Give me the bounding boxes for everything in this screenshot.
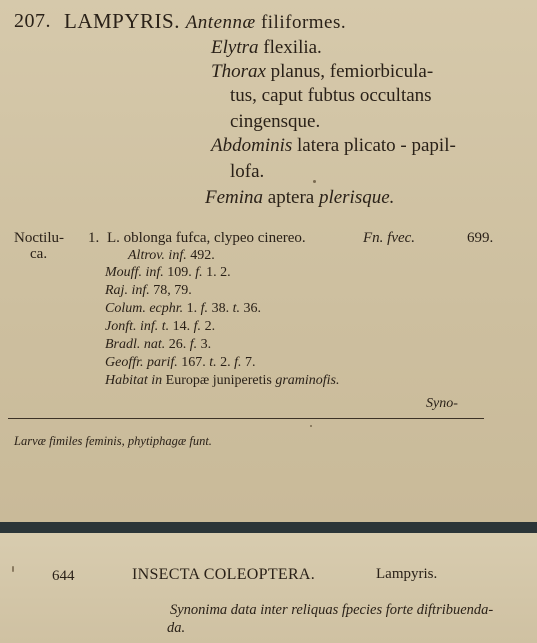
species-diagnosis: L. oblonga fufca, clypeo cinereo.	[107, 230, 306, 246]
character-label: Antennæ	[185, 12, 256, 33]
character-thorax	[211, 60, 433, 84]
character-label: Thorax	[211, 61, 266, 82]
character-abdomen-end	[230, 160, 264, 184]
paper-speck	[12, 566, 14, 572]
reference-author: Jonft. inf. t.	[105, 319, 170, 334]
reference-locus: 36.	[239, 301, 261, 316]
reference-abbrev: t.	[209, 355, 217, 370]
reference-line	[105, 355, 256, 371]
page-number: 644	[52, 568, 75, 584]
reference-abbrev: f.	[234, 355, 242, 370]
character-thorax-cont	[230, 84, 432, 108]
reference-locus: 109.	[163, 265, 196, 280]
paper-speck	[313, 180, 316, 183]
reference-line	[105, 301, 261, 317]
reference-locus: 492.	[186, 248, 215, 263]
reference-locus: 3.	[197, 337, 212, 352]
reference-author: Bradl. nat.	[105, 337, 166, 352]
character-text: lofa.	[230, 161, 265, 182]
reference-locus: 1. 2.	[202, 265, 231, 280]
reference-author: Colum. ecphr.	[105, 301, 184, 316]
habitat-line	[105, 373, 340, 389]
reference-locus: 167.	[177, 355, 210, 370]
fauna-reference-number: 699.	[467, 230, 494, 246]
reference-line	[105, 265, 231, 281]
reference-author: Mouff. inf.	[105, 265, 164, 280]
habitat-label: Habitat in	[105, 373, 163, 388]
catchword: Syno-	[426, 396, 458, 411]
reference-author: Raj. inf.	[105, 283, 150, 298]
reference-locus: 38.	[208, 301, 233, 316]
body-text-line: Synonima data inter reliquas fpecies forte diftribuenda-	[170, 602, 494, 618]
reference-abbrev: f.	[193, 319, 202, 334]
genus-name	[64, 9, 346, 35]
character-label: Elytra	[211, 37, 259, 58]
reference-locus: 2.	[201, 319, 216, 334]
reference-locus: 78, 79.	[149, 283, 192, 298]
character-thorax-end	[230, 110, 320, 134]
reference-locus: 1.	[183, 301, 201, 316]
genus-title: LAMPYRIS.	[64, 9, 180, 33]
species-name-cont: ca.	[30, 246, 48, 262]
reference-abbrev: t.	[232, 301, 240, 316]
species-name: Noctilu-	[14, 230, 64, 246]
character-femina	[205, 186, 394, 210]
character-label: Femina	[205, 187, 264, 208]
species-number: 1.	[88, 230, 100, 246]
reference-line	[105, 337, 211, 353]
reference-locus: 26.	[165, 337, 190, 352]
character-text: cingensque.	[230, 111, 321, 132]
character-label: Abdominis	[211, 135, 293, 156]
character-text: aptera	[263, 187, 319, 208]
character-text: tus, caput fubtus occultans	[230, 85, 432, 106]
character-tail: plerisque.	[318, 187, 395, 208]
footnote: Larvæ fimiles feminis, phytiphagæ funt.	[14, 434, 212, 448]
reference-locus: 7.	[241, 355, 256, 370]
body-text-line: da.	[167, 620, 186, 636]
reference-abbrev: f.	[200, 301, 209, 316]
running-genus: Lampyris.	[376, 566, 438, 582]
habitat-qualifier: graminofis.	[275, 373, 340, 388]
character-text: latera plicato - papil-	[292, 135, 456, 156]
character-abdomen	[211, 134, 456, 158]
character-antennae	[186, 12, 346, 33]
reference-locus: 14.	[169, 319, 194, 334]
reference-line	[105, 319, 215, 335]
running-title: INSECTA COLEOPTERA.	[132, 566, 316, 583]
fauna-reference: Fn. fvec.	[363, 230, 416, 246]
genus-number: 207.	[14, 10, 51, 32]
reference-author: Geoffr. parif.	[105, 355, 178, 370]
page-gutter	[0, 522, 537, 533]
reference-abbrev: f.	[195, 265, 203, 280]
character-elytra	[211, 36, 322, 60]
footnote-rule	[8, 418, 484, 419]
reference-abbrev: f.	[189, 337, 198, 352]
reference-author: Altrov. inf.	[128, 248, 187, 263]
character-text: flexilia.	[258, 37, 322, 58]
character-text: planus, femiorbicula-	[265, 61, 434, 82]
habitat-text: Europæ juniperetis	[162, 373, 276, 388]
reference-line	[105, 283, 192, 299]
reference-line	[128, 248, 215, 264]
character-text: filiformes.	[255, 12, 347, 33]
scan-page-lower	[0, 533, 537, 643]
reference-locus: 2.	[216, 355, 235, 370]
paper-speck	[310, 425, 312, 427]
